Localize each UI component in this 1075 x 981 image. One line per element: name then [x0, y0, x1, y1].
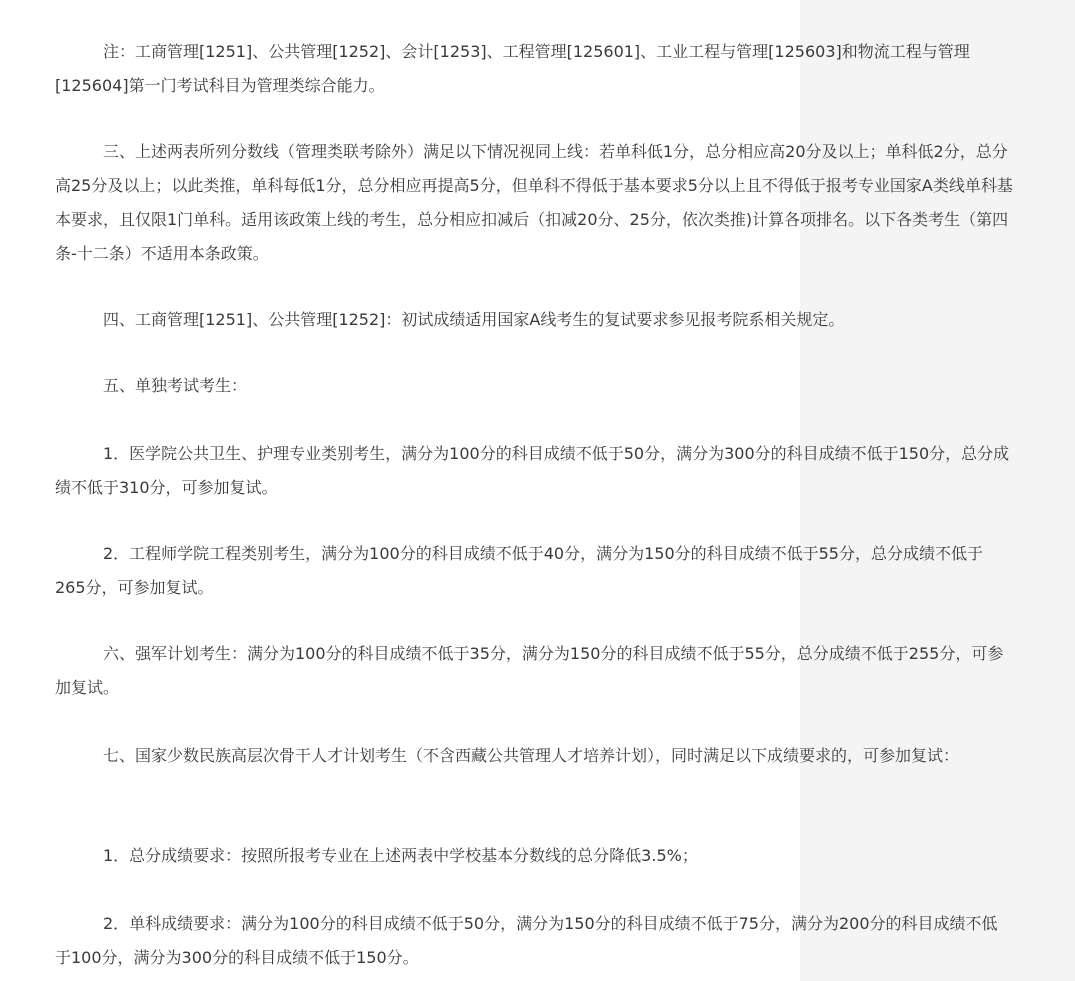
section-7-item-1: 1．总分成绩要求：按照所报考专业在上述两表中学校基本分数线的总分降低3.5%； — [103, 846, 698, 865]
section-5-heading: 五、单独考试考生： — [103, 376, 248, 395]
section-5-item-2: 2．工程师学院工程类别考生，满分为100分的科目成绩不低于40分，满分为150分的科目成绩不低于55分，总分成绩不低于265分，可参加复试。 — [55, 544, 983, 597]
section-5-item-1: 1．医学院公共卫生、护理专业类别考生，满分为100分的科目成绩不低于50分，满分为300分的科目成绩不低于150分，总分成绩不低于310分，可参加复试。 — [55, 444, 1010, 497]
section-7-paragraph: 七、国家少数民族高层次骨干人才计划考生（不含西藏公共管理人才培养计划），同时满足以下成绩要求的，可参加复试： — [103, 746, 960, 765]
section-7-item-2: 2．单科成绩要求：满分为100分的科目成绩不低于50分，满分为150分的科目成绩不低于75分，满分为200分的科目成绩不低于100分，满分为300分的科目成绩不低于150分。 — [55, 914, 998, 967]
section-4-paragraph: 四、工商管理[1251]、公共管理[1252]：初试成绩适用国家A线考生的复试要求参见报考院系相关规定。 — [103, 310, 845, 329]
section-3-paragraph: 三、上述两表所列分数线（管理类联考除外）满足以下情况视同上线：若单科低1分，总分相应高20分及以上；单科低2分，总分高25分及以上；以此类推，单科每低1分，总分相应再提高5分，但单科不得低于基本要求5分以上且不得低于报考专业国家A类线单科基本要求，且仅限1门单科。适用该政策上线的考生，总分相应扣减后（扣减20分、25分，依次类推)计算各项排名。以下各类考生（第四条-十二条）不适用本条政策。 — [55, 142, 1013, 263]
section-6-paragraph: 六、强军计划考生：满分为100分的科目成绩不低于35分，满分为150分的科目成绩不低于55分，总分成绩不低于255分，可参加复试。 — [55, 644, 1004, 697]
note-paragraph: 注：工商管理[1251]、公共管理[1252]、会计[1253]、工程管理[125601]、工业工程与管理[125603]和物流工程与管理[125604]第一门考试科目为管理类综合能力。 — [55, 42, 970, 95]
